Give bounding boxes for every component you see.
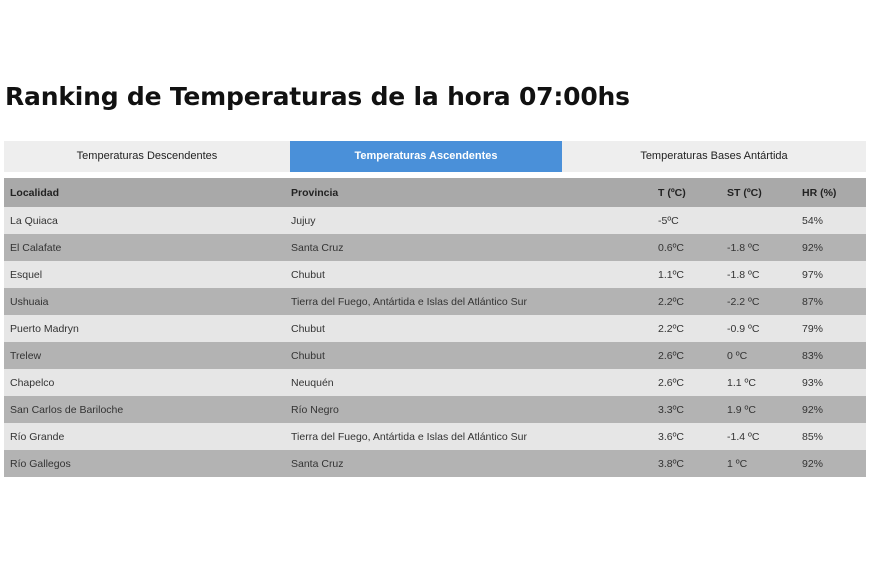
cell-humedad: 92%	[790, 396, 866, 423]
cell-humedad: 85%	[790, 423, 866, 450]
cell-localidad: La Quiaca	[4, 207, 285, 234]
header-localidad: Localidad	[4, 178, 285, 207]
cell-sensacion-termica: 1.1 ºC	[715, 369, 790, 396]
ranking-tabs	[4, 141, 866, 172]
cell-temperatura: 3.3ºC	[646, 396, 715, 423]
ranking-table	[4, 178, 866, 477]
cell-localidad: Trelew	[4, 342, 285, 369]
cell-humedad: 83%	[790, 342, 866, 369]
cell-sensacion-termica: -1.4 ºC	[715, 423, 790, 450]
cell-localidad: Chapelco	[4, 369, 285, 396]
tab-temperaturas-ascendentes[interactable]: Temperaturas Ascendentes	[290, 141, 562, 172]
cell-sensacion-termica: -1.8 ºC	[715, 234, 790, 261]
cell-localidad: San Carlos de Bariloche	[4, 396, 285, 423]
cell-humedad: 79%	[790, 315, 866, 342]
cell-sensacion-termica: -2.2 ºC	[715, 288, 790, 315]
cell-localidad: Río Grande	[4, 423, 285, 450]
cell-humedad: 97%	[790, 261, 866, 288]
header-provincia: Provincia	[285, 178, 646, 207]
cell-localidad: Ushuaia	[4, 288, 285, 315]
cell-localidad: Río Gallegos	[4, 450, 285, 477]
cell-provincia: Santa Cruz	[285, 234, 646, 261]
cell-provincia: Jujuy	[285, 207, 646, 234]
cell-sensacion-termica: 1 ºC	[715, 450, 790, 477]
cell-humedad: 93%	[790, 369, 866, 396]
cell-temperatura: 3.8ºC	[646, 450, 715, 477]
cell-humedad: 87%	[790, 288, 866, 315]
cell-temperatura: 1.1ºC	[646, 261, 715, 288]
cell-provincia: Río Negro	[285, 396, 646, 423]
cell-provincia: Santa Cruz	[285, 450, 646, 477]
cell-sensacion-termica: 1.9 ºC	[715, 396, 790, 423]
cell-temperatura: 2.6ºC	[646, 369, 715, 396]
page-title: Ranking de Temperaturas de la hora 07:00hs	[5, 82, 630, 111]
cell-temperatura: 2.6ºC	[646, 342, 715, 369]
cell-humedad: 54%	[790, 207, 866, 234]
table-row	[4, 423, 866, 450]
table-row	[4, 234, 866, 261]
table-row	[4, 207, 866, 234]
cell-sensacion-termica: -0.9 ºC	[715, 315, 790, 342]
cell-humedad: 92%	[790, 234, 866, 261]
cell-sensacion-termica	[715, 207, 790, 234]
tab-temperaturas-descendentes[interactable]: Temperaturas Descendentes	[76, 150, 218, 162]
cell-temperatura: -5ºC	[646, 207, 715, 234]
cell-provincia: Chubut	[285, 315, 646, 342]
cell-temperatura: 2.2ºC	[646, 288, 715, 315]
header-temperatura: T (ºC)	[646, 178, 715, 207]
table-header-row	[4, 178, 866, 207]
cell-provincia: Neuquén	[285, 369, 646, 396]
cell-humedad: 92%	[790, 450, 866, 477]
table-row	[4, 396, 866, 423]
cell-localidad: Esquel	[4, 261, 285, 288]
table-row	[4, 288, 866, 315]
cell-provincia: Chubut	[285, 261, 646, 288]
table-row	[4, 369, 866, 396]
table-row	[4, 342, 866, 369]
table-row	[4, 450, 866, 477]
cell-temperatura: 3.6ºC	[646, 423, 715, 450]
cell-provincia: Tierra del Fuego, Antártida e Islas del Atlántico Sur	[285, 423, 646, 450]
header-sensacion-termica: ST (ºC)	[715, 178, 790, 207]
tab-temperaturas-bases-antartida[interactable]: Temperaturas Bases Antártida	[640, 150, 788, 162]
table-row	[4, 261, 866, 288]
cell-localidad: El Calafate	[4, 234, 285, 261]
cell-temperatura: 0.6ºC	[646, 234, 715, 261]
cell-provincia: Tierra del Fuego, Antártida e Islas del Atlántico Sur	[285, 288, 646, 315]
cell-sensacion-termica: -1.8 ºC	[715, 261, 790, 288]
cell-provincia: Chubut	[285, 342, 646, 369]
cell-sensacion-termica: 0 ºC	[715, 342, 790, 369]
cell-localidad: Puerto Madryn	[4, 315, 285, 342]
header-humedad: HR (%)	[790, 178, 866, 207]
table-row	[4, 315, 866, 342]
cell-temperatura: 2.2ºC	[646, 315, 715, 342]
